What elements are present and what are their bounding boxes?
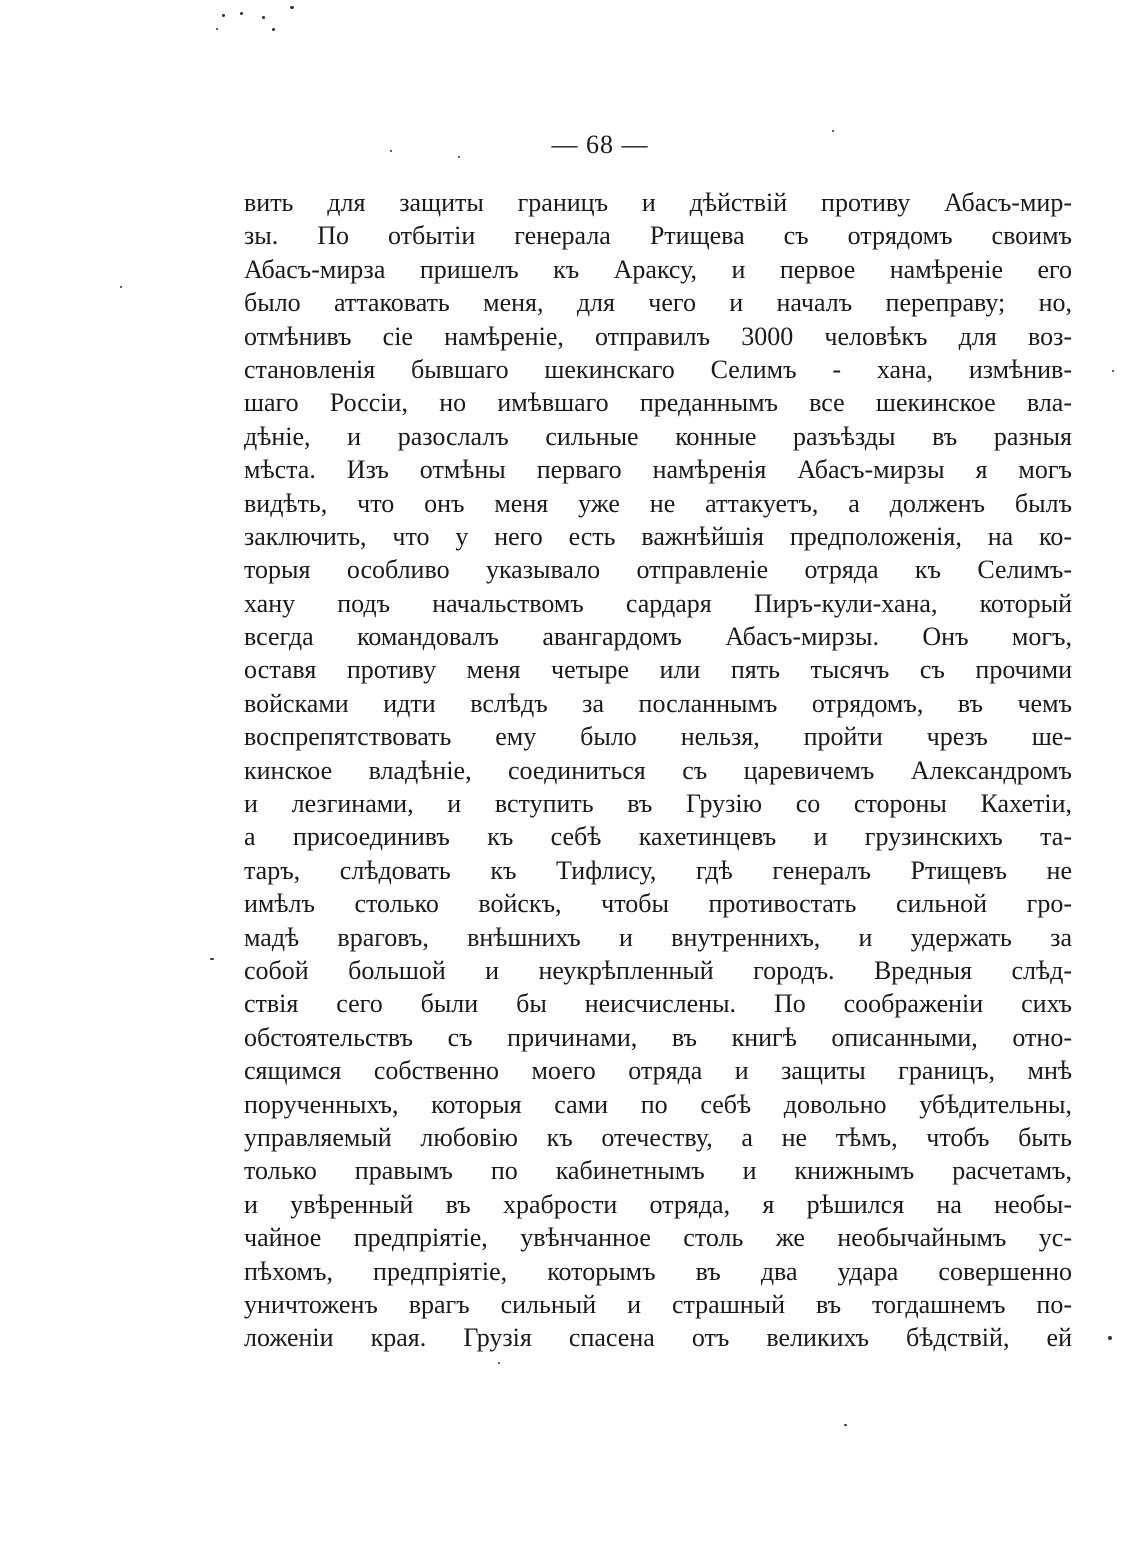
text-line: обстоятельствъ съ причинами, въ книгѣ описанными, отно- [244,1022,1072,1052]
text-line: мадѣ враговъ, внѣшнихъ и внутреннихъ, и удержать за [244,922,1072,952]
text-line: и лезгинами, и вступить въ Грузію со стороны Кахетіи, [244,789,1072,819]
scan-speck [262,16,265,19]
text-line: имѣлъ столько войскъ, чтобы противостать сильной гро- [244,889,1072,919]
text-line: порученныхъ, которыя сами по себѣ довольно убѣдительны, [244,1089,1072,1119]
text-line: оставя противу меня четыре или пять тысячъ съ прочими [244,655,1072,685]
text-line: мѣста. Изъ отмѣны перваго намѣренія Абасъ-мирзы я могъ [244,455,1072,485]
text-line: торыя особливо указывало отправленіе отряда къ Селимъ- [244,555,1072,585]
text-line: ствія сего были бы неисчислены. По соображеніи сихъ [244,989,1072,1019]
scan-speck [272,28,275,31]
scan-speck [844,1424,847,1426]
scan-speck [222,14,225,17]
text-line: Абасъ-мирза пришелъ къ Араксу, и первое намѣреніе его [244,254,1072,284]
scan-speck [498,1362,500,1364]
text-line: всегда командовалъ авангардомъ Абасъ-мирзы. Онъ могъ, [244,622,1072,652]
text-line: а присоединивъ къ себѣ кахетинцевъ и грузинскихъ та- [244,822,1072,852]
text-line: собой большой и неукрѣпленный городъ. Вредныя слѣд- [244,955,1072,985]
text-line: воспрепятствовать ему было нельзя, пройти чрезъ ше- [244,722,1072,752]
text-line: управляемый любовію къ отечеству, а не тѣмъ, чтобъ быть [244,1122,1072,1152]
text-line: видѣть, что онъ меня уже не аттакуетъ, а долженъ былъ [244,488,1072,518]
text-line: кинское владѣніе, соединиться съ царевичемъ Александромъ [244,755,1072,785]
scan-speck [210,958,214,960]
text-line: уничтоженъ врагъ сильный и страшный въ тогдашнемъ по- [244,1289,1072,1319]
scan-speck [216,28,218,30]
body-text [244,186,1072,1355]
text-line: дѣніе, и разослалъ сильные конные разъѣзды въ разныя [244,421,1072,451]
text-line: было аттаковать меня, для чего и началъ переправу; но, [244,288,1072,318]
text-line: становленія бывшаго шекинскаго Селимъ - хана, измѣнив- [244,354,1072,384]
text-line: заключить, что у него есть важнѣйшія предположенія, на ко- [244,521,1072,551]
scan-speck [290,6,294,9]
scan-speck [1112,370,1114,372]
text-line: шаго Россіи, но имѣвшаго преданнымъ все шекинское вла- [244,388,1072,418]
scan-speck [1108,1336,1112,1340]
scan-speck [240,12,243,15]
text-line: чайное предпріятіе, увѣнчанное столь же необычайнымъ ус- [244,1223,1072,1253]
page-number: — 68 — [551,130,649,159]
text-line: войсками идти вслѣдъ за посланнымъ отрядомъ, въ чемъ [244,688,1072,718]
scan-speck [120,286,122,288]
text-line: зы. По отбытіи генерала Ртищева съ отрядомъ своимъ [244,221,1072,251]
text-line: отмѣнивъ сіе намѣреніе, отправилъ 3000 человѣкъ для воз- [244,321,1072,351]
text-line: таръ, слѣдовать къ Тифлису, гдѣ генералъ Ртищевъ не [244,855,1072,885]
text-line: вить для защиты границъ и дѣйствій противу Абасъ-мир- [244,188,1072,217]
text-line: хану подъ начальствомъ сардаря Пиръ-кули-хана, который [244,588,1072,618]
text-line: ложеніи края. Грузія спасена отъ великихъ бѣдствій, ей [244,1323,1072,1353]
text-line: только правымъ по кабинетнымъ и книжнымъ расчетамъ, [244,1156,1072,1186]
text-line: пѣхомъ, предпріятіе, которымъ въ два удара совершенно [244,1256,1072,1286]
text-line: и увѣренный въ храбрости отряда, я рѣшился на необы- [244,1189,1072,1219]
text-line: сящимся собственно моего отряда и защиты границъ, мнѣ [244,1056,1072,1086]
